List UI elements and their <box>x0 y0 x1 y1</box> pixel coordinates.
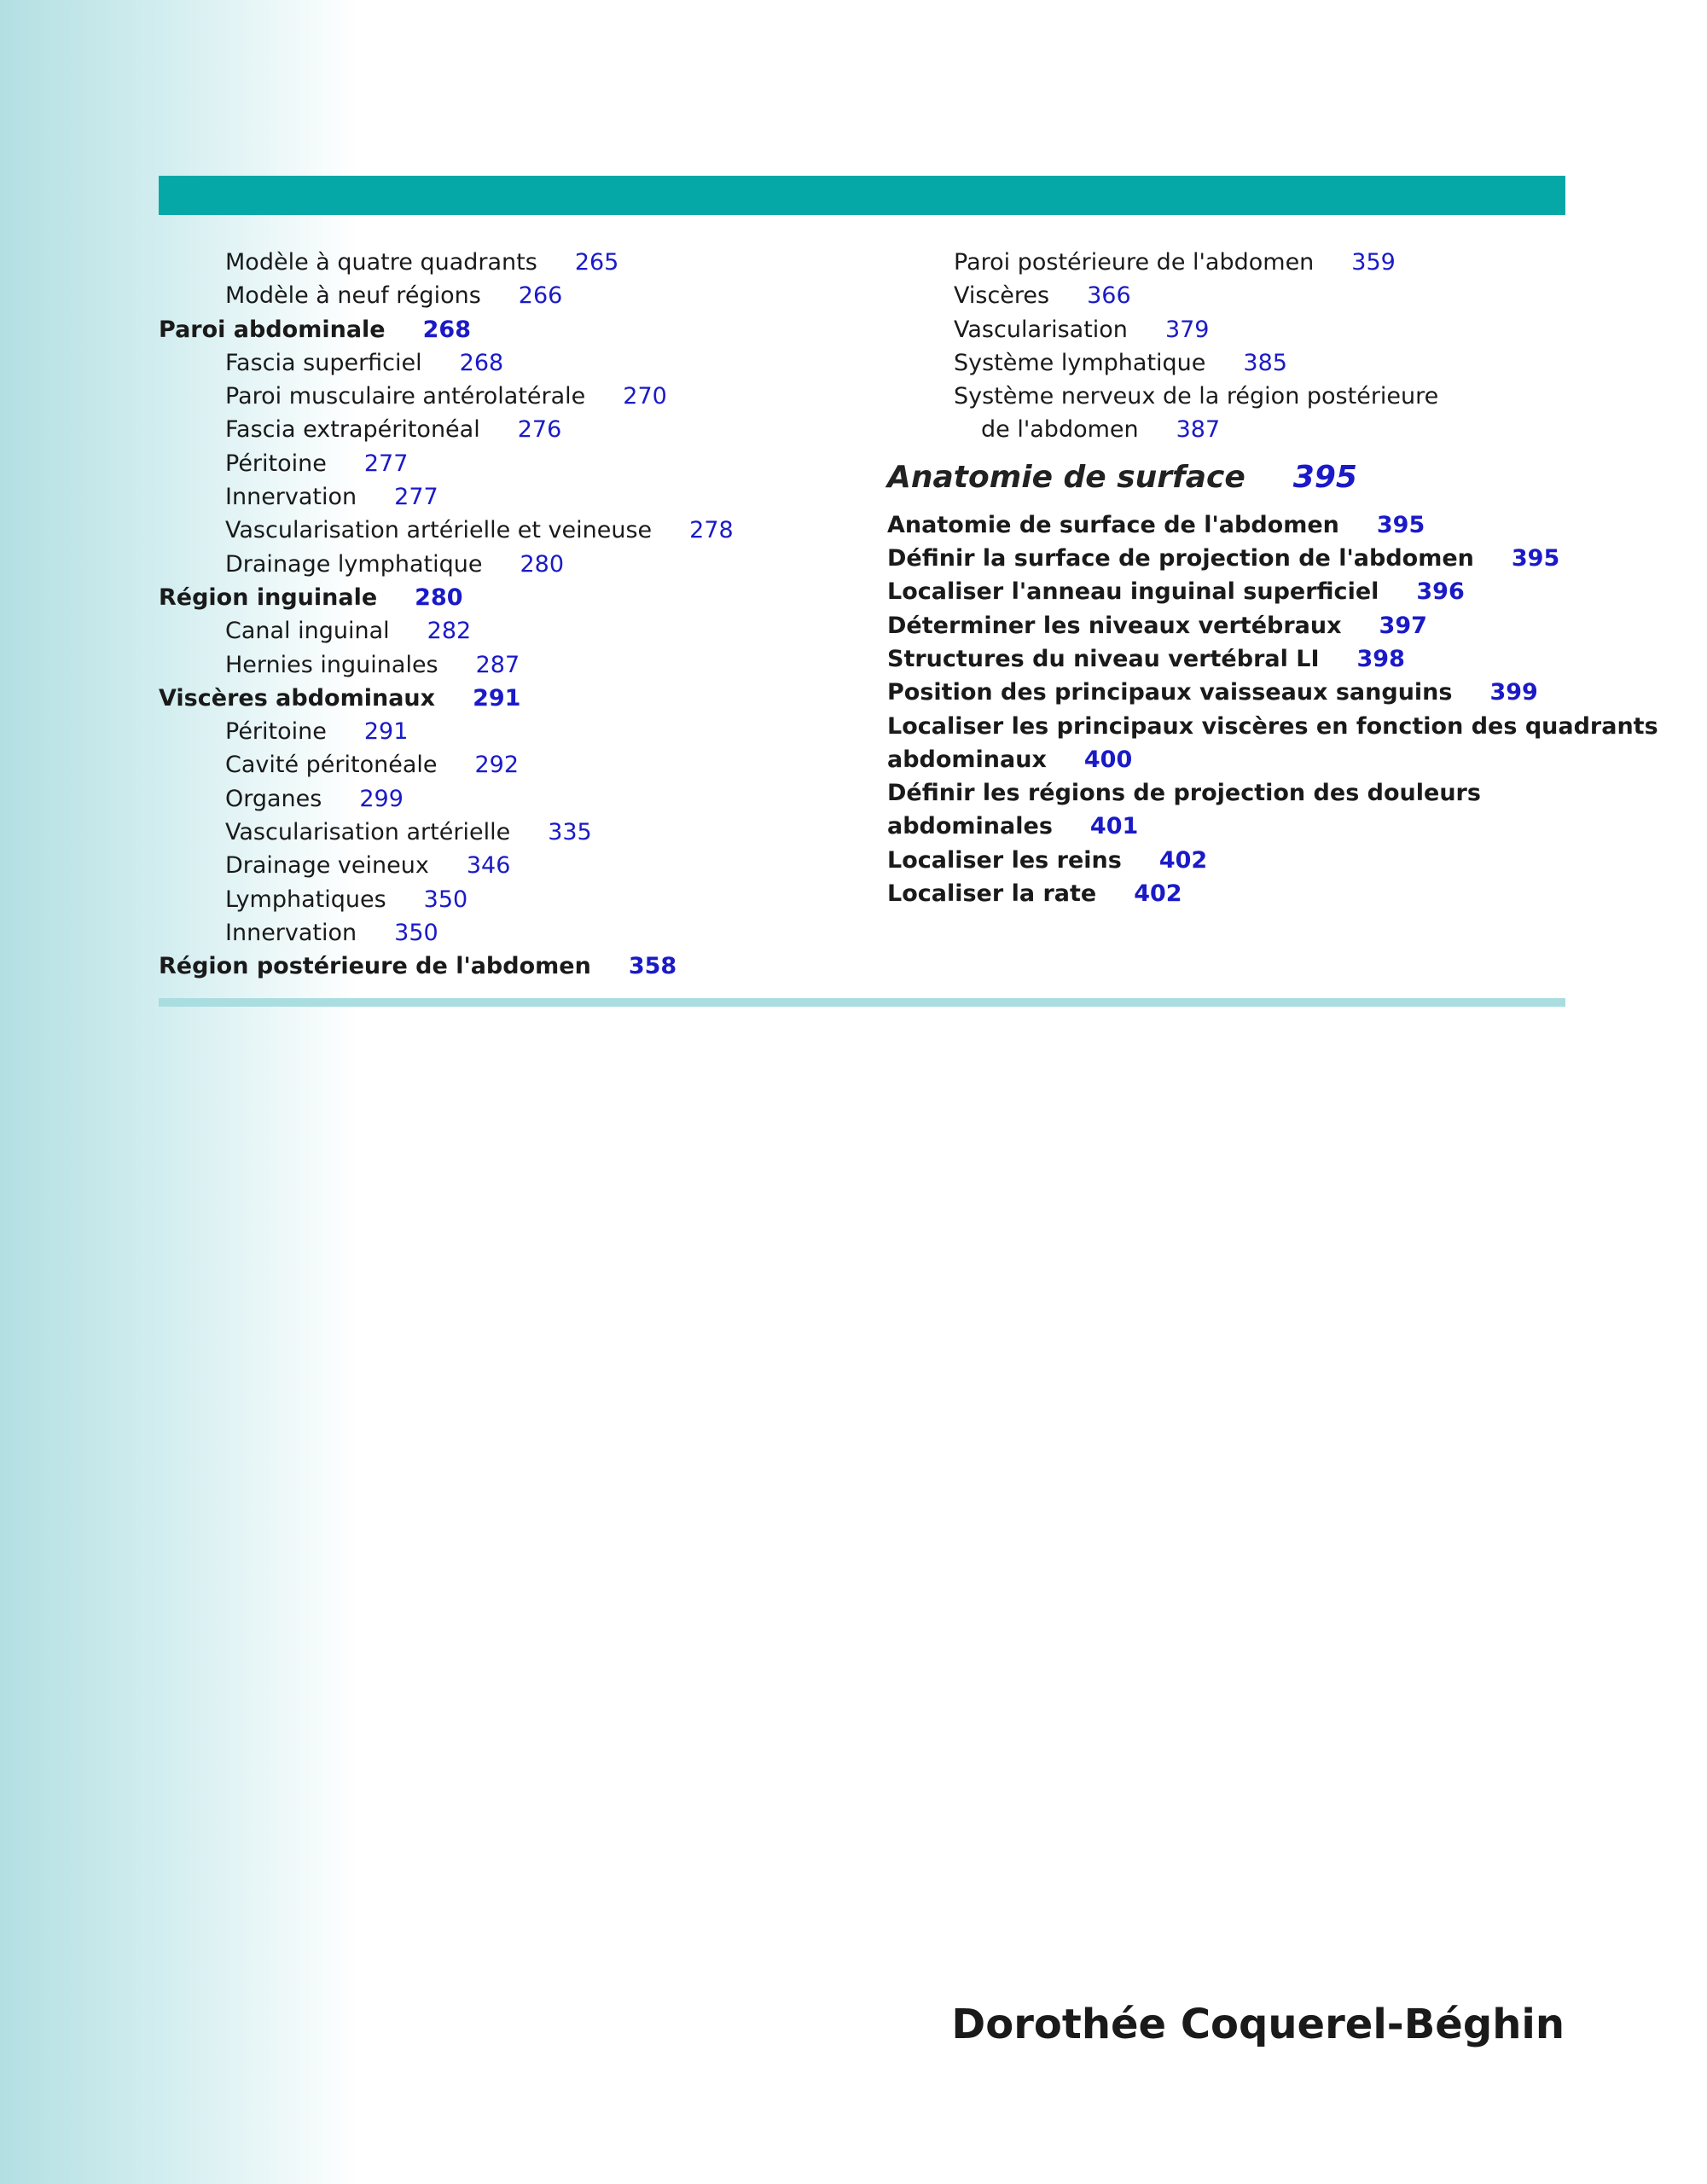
section-page-number: 395 <box>1292 459 1357 495</box>
toc-right-top-list <box>887 246 1570 447</box>
toc-entry-page-number: 268 <box>422 316 471 343</box>
toc-entry-title: Modèle à neuf régions <box>225 282 481 310</box>
toc-entry[interactable] <box>159 782 875 816</box>
toc-entry-title: Hernies inguinales <box>225 651 438 678</box>
toc-entry-page-number: 400 <box>1083 746 1133 773</box>
toc-entry[interactable] <box>159 581 875 614</box>
toc-entry-page-number: 402 <box>1134 880 1182 908</box>
toc-entry[interactable] <box>887 676 1570 709</box>
toc-entry[interactable] <box>159 279 875 312</box>
toc-entry-page-number: 359 <box>1351 249 1396 276</box>
toc-entry-title: Paroi abdominale <box>159 316 386 343</box>
toc-entry-title: Vascularisation <box>954 316 1128 343</box>
toc-entry[interactable] <box>887 279 1570 312</box>
accent-bar <box>159 176 1565 215</box>
toc-entry[interactable] <box>159 413 875 446</box>
toc-entry-title: Définir les régions de projection des douleurs <box>887 780 1481 807</box>
toc-entry[interactable] <box>159 748 875 781</box>
toc-entry-title: Localiser les reins <box>887 846 1122 874</box>
toc-entry-page-number: 395 <box>1376 511 1425 538</box>
toc-entry[interactable] <box>159 313 875 346</box>
toc-entry-title: Déterminer les niveaux vertébraux <box>887 612 1342 639</box>
toc-entry[interactable] <box>887 346 1570 380</box>
toc-entry-title: Innervation <box>225 484 357 511</box>
toc-entry-page-number: 385 <box>1243 349 1287 376</box>
toc-entry-page-number: 265 <box>574 249 619 276</box>
toc-entry-page-number: 387 <box>1176 416 1221 444</box>
toc-entry-page-number: 282 <box>427 618 472 645</box>
toc-entry-title: Innervation <box>225 919 357 946</box>
toc-entry-page-number: 292 <box>474 752 520 779</box>
toc-entry-title: Position des principaux vaisseaux sanguins <box>887 679 1453 706</box>
toc-entry-title: Péritoine <box>225 718 327 746</box>
toc-right-bottom-list <box>887 508 1658 911</box>
toc-entry-title: Anatomie de surface de l'abdomen <box>887 511 1339 538</box>
section-title: Anatomie de surface <box>887 459 1245 495</box>
toc-entry-page-number: 280 <box>415 584 463 611</box>
toc-entry[interactable] <box>887 542 1570 575</box>
toc-entry-page-number: 280 <box>520 550 565 578</box>
toc-entry[interactable] <box>887 810 1570 843</box>
toc-entry[interactable] <box>887 776 1570 810</box>
toc-entry-title: Vascularisation artérielle et veineuse <box>225 517 653 544</box>
section-heading[interactable] <box>887 457 1570 498</box>
toc-entry-title: abdominales <box>887 813 1053 840</box>
toc-left-column <box>159 246 875 984</box>
toc-entry[interactable] <box>887 877 1570 910</box>
toc-entry[interactable] <box>159 380 875 413</box>
toc-entry-page-number: 397 <box>1379 612 1427 639</box>
toc-entry[interactable] <box>159 514 875 547</box>
toc-entry-page-number: 270 <box>623 383 667 410</box>
toc-entry-title: Paroi musculaire antérolatérale <box>225 383 586 410</box>
toc-entry-title: Paroi postérieure de l'abdomen <box>954 249 1315 276</box>
toc-entry-page-number: 399 <box>1489 679 1538 706</box>
toc-right-column <box>887 246 1658 910</box>
toc-entry-title: Drainage lymphatique <box>225 550 483 578</box>
toc-entry[interactable] <box>159 950 875 983</box>
toc-entry-page-number: 277 <box>363 450 409 477</box>
toc-entry-title: Viscères abdominaux <box>159 684 436 712</box>
toc-entry-title: Localiser les principaux viscères en fonction des quadrants <box>887 712 1658 740</box>
toc-entry-title: Fascia extrapéritonéal <box>225 416 480 444</box>
toc-entry-page-number: 278 <box>689 517 734 544</box>
toc-entry[interactable] <box>159 715 875 748</box>
toc-entry-page-number: 358 <box>628 953 677 980</box>
toc-entry-page-number: 291 <box>473 684 521 712</box>
bottom-rule <box>159 998 1565 1007</box>
toc-entry[interactable] <box>159 480 875 514</box>
toc-entry[interactable] <box>159 816 875 849</box>
toc-entry-page-number: 346 <box>466 852 511 880</box>
toc-entry-title: de l'abdomen <box>981 416 1139 444</box>
toc-entry-title: Organes <box>225 785 322 812</box>
toc-entry[interactable] <box>887 743 1570 776</box>
toc-entry[interactable] <box>159 447 875 480</box>
toc-entry-title: Localiser la rate <box>887 880 1097 908</box>
toc-entry[interactable] <box>887 575 1570 608</box>
toc-entry-title: Système lymphatique <box>954 349 1206 376</box>
toc-entry[interactable] <box>887 844 1570 877</box>
toc-entry[interactable] <box>159 682 875 715</box>
toc-entry[interactable] <box>887 609 1570 642</box>
toc-entry[interactable] <box>887 313 1570 346</box>
toc-entry-title: Lymphatiques <box>225 886 386 913</box>
toc-entry-title: Canal inguinal <box>225 618 390 645</box>
toc-entry[interactable] <box>159 883 875 916</box>
toc-entry[interactable] <box>159 548 875 581</box>
toc-entry-page-number: 350 <box>423 886 468 913</box>
toc-entry[interactable] <box>159 346 875 380</box>
toc-entry-page-number: 402 <box>1158 846 1208 874</box>
toc-entry-title: Définir la surface de projection de l'abdomen <box>887 545 1474 572</box>
toc-entry[interactable] <box>159 246 875 279</box>
toc-entry-page-number: 276 <box>517 416 562 444</box>
toc-entry[interactable] <box>887 508 1570 542</box>
toc-entry-page-number: 299 <box>359 785 404 812</box>
toc-entry-title: Cavité péritonéale <box>225 752 438 779</box>
toc-entry-page-number: 350 <box>394 919 438 946</box>
toc-entry-page-number: 335 <box>548 819 592 846</box>
author-name: Dorothée Coquerel-Béghin <box>951 2001 1565 2048</box>
toc-entry-page-number: 268 <box>459 349 504 376</box>
toc-entry-page-number: 266 <box>518 282 563 310</box>
toc-entry-title: Structures du niveau vertébral LI <box>887 645 1320 672</box>
toc-entry-title: Localiser l'anneau inguinal superficiel <box>887 578 1379 606</box>
toc-entry-title: Viscères <box>954 282 1050 310</box>
toc-entry-page-number: 287 <box>475 651 520 678</box>
toc-entry-page-number: 398 <box>1356 645 1405 672</box>
toc-entry-title: abdominaux <box>887 746 1047 773</box>
toc-entry[interactable] <box>159 916 875 950</box>
toc-entry-page-number: 401 <box>1089 813 1139 840</box>
toc-entry[interactable] <box>159 648 875 682</box>
toc-entry-title: Péritoine <box>225 450 327 477</box>
toc-entry-page-number: 366 <box>1087 282 1131 310</box>
toc-entry-title: Vascularisation artérielle <box>225 819 511 846</box>
toc-entry-title: Fascia superficiel <box>225 349 422 376</box>
toc-entry[interactable] <box>887 413 1570 446</box>
toc-entry[interactable] <box>159 849 875 882</box>
toc-entry-page-number: 396 <box>1416 578 1465 606</box>
toc-entry-title: Modèle à quatre quadrants <box>225 249 537 276</box>
toc-entry[interactable] <box>887 380 1570 413</box>
toc-entry-page-number: 291 <box>363 718 409 746</box>
toc-entry[interactable] <box>887 246 1570 279</box>
toc-entry-page-number: 277 <box>394 484 438 511</box>
toc-entry-title: Système nerveux de la région postérieure <box>954 383 1439 410</box>
toc-entry[interactable] <box>887 642 1570 676</box>
toc-entry-title: Région inguinale <box>159 584 378 611</box>
toc-entry[interactable] <box>159 614 875 648</box>
toc-entry-title: Drainage veineux <box>225 852 429 880</box>
toc-entry-title: Région postérieure de l'abdomen <box>159 953 591 980</box>
toc-entry-page-number: 379 <box>1164 316 1210 343</box>
toc-entry[interactable] <box>887 710 1658 743</box>
toc-entry-page-number: 395 <box>1511 545 1560 572</box>
